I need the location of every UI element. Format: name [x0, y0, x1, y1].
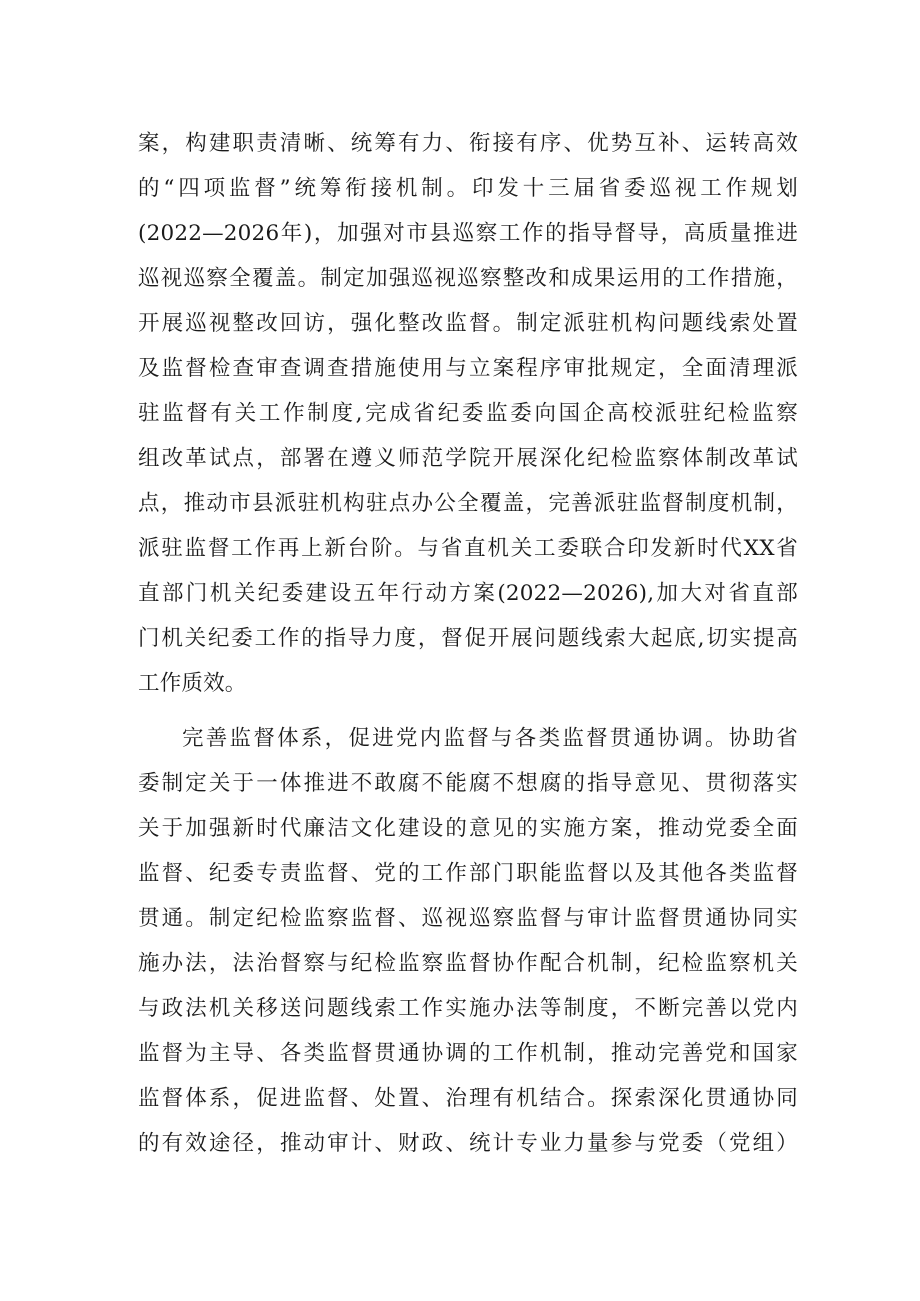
paragraph-2-line-4: 监督、纪委专责监督、党的工作部门职能监督以及其他各类监督: [138, 861, 798, 886]
paragraph-1-line-11: 直部门机关纪委建设五年行动方案(2022—2026),加大对省直部: [138, 581, 798, 606]
paragraph-1-line-4: 巡视巡察全覆盖。制定加强巡视巡察整改和成果运用的工作措施，: [138, 266, 798, 291]
document-body: [138, 121, 798, 1166]
paragraph-1-line-8: 组改革试点，部署在遵义师范学院开展深化纪检监察体制改革试: [138, 446, 798, 471]
paragraph-2-line-3: 关于加强新时代廉洁文化建设的意见的实施方案，推动党委全面: [138, 816, 798, 841]
paragraph-2-line-1: 完善监督体系，促进党内监督与各类监督贯通协调。协助省: [182, 726, 798, 751]
paragraph-2-line-10: 的有效途径，推动审计、财政、统计专业力量参与党委（党组）: [138, 1131, 798, 1156]
paragraph-1-line-5: 开展巡视整改回访，强化整改监督。制定派驻机构问题线索处置: [138, 311, 798, 336]
paragraph-1-line-9: 点，推动市县派驻机构驻点办公全覆盖，完善派驻监督制度机制，: [138, 491, 798, 516]
paragraph-2-line-6: 施办法，法治督察与纪检监察监督协作配合机制，纪检监察机关: [138, 951, 798, 976]
paragraph-2-line-2: 委制定关于一体推进不敢腐不能腐不想腐的指导意见、贯彻落实: [138, 771, 798, 796]
paragraph-1-line-13: 工作质效。: [138, 671, 247, 696]
paragraph-2-line-9: 监督体系，促进监督、处置、治理有机结合。探索深化贯通协同: [138, 1086, 798, 1111]
paragraph-1-line-10: 派驻监督工作再上新台阶。与省直机关工委联合印发新时代XX省: [138, 536, 798, 561]
paragraph-1-line-3: (2022—2026年)，加强对市县巡察工作的指导督导，高质量推进: [138, 221, 798, 246]
paragraph-1-line-1: 案，构建职责清晰、统筹有力、衔接有序、优势互补、运转高效: [138, 131, 798, 156]
paragraph-2-line-5: 贯通。制定纪检监察监督、巡视巡察监督与审计监督贯通协同实: [138, 906, 798, 931]
paragraph-1-line-2: 的“四项监督”统筹衔接机制。印发十三届省委巡视工作规划: [138, 176, 798, 201]
paragraph-2-line-7: 与政法机关移送问题线索工作实施办法等制度，不断完善以党内: [138, 996, 798, 1021]
paragraph-2-line-8: 监督为主导、各类监督贯通协调的工作机制，推动完善党和国家: [138, 1041, 798, 1066]
paragraph-1-line-6: 及监督检查审查调查措施使用与立案程序审批规定，全面清理派: [138, 356, 798, 381]
paragraph-1-line-12: 门机关纪委工作的指导力度，督促开展问题线索大起底,切实提高: [138, 626, 798, 651]
paragraph-1-line-7: 驻监督有关工作制度,完成省纪委监委向国企高校派驻纪检监察: [138, 401, 798, 426]
